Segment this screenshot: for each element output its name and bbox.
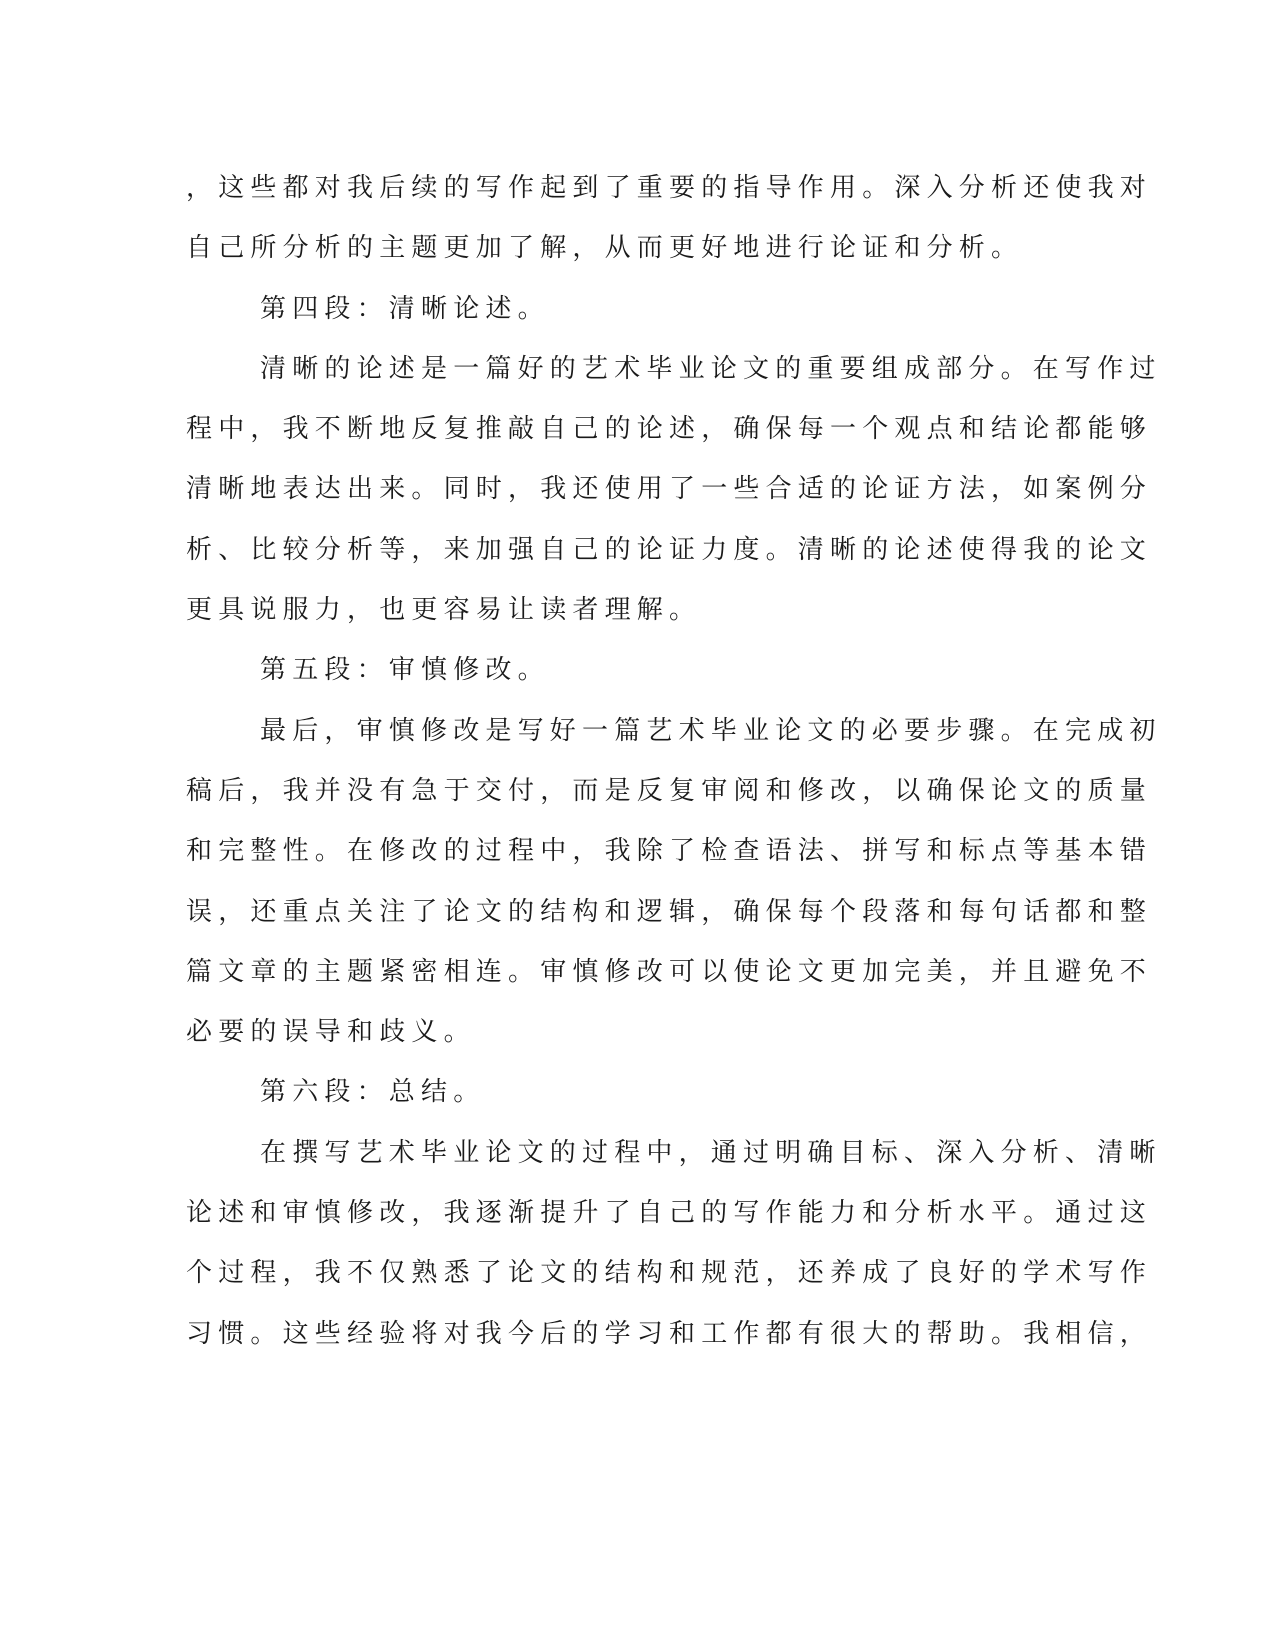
text-line: 在撰写艺术毕业论文的过程中，通过明确目标、深入分析、清晰 bbox=[260, 1137, 1162, 1168]
text-line: 更具说服力，也更容易让读者理解。 bbox=[186, 595, 702, 626]
text-line: 误，还重点关注了论文的结构和逻辑，确保每个段落和每句话都和整 bbox=[186, 896, 1153, 927]
section-heading: 第四段：清晰论述。 bbox=[260, 293, 550, 324]
text-line: 自己所分析的主题更加了解，从而更好地进行论证和分析。 bbox=[186, 233, 1024, 264]
text-line: 析、比较分析等，来加强自己的论证力度。清晰的论述使得我的论文 bbox=[186, 534, 1153, 565]
text-line: 必要的误导和歧义。 bbox=[186, 1017, 476, 1048]
section-heading: 第六段：总结。 bbox=[260, 1077, 486, 1108]
text-line: 清晰的论述是一篇好的艺术毕业论文的重要组成部分。在写作过 bbox=[260, 353, 1162, 384]
text-line: 论述和审慎修改，我逐渐提升了自己的写作能力和分析水平。通过这 bbox=[186, 1198, 1153, 1229]
text-line: 最后，审慎修改是写好一篇艺术毕业论文的必要步骤。在完成初 bbox=[260, 715, 1162, 746]
section-heading: 第五段：审慎修改。 bbox=[260, 655, 550, 686]
text-line: 个过程，我不仅熟悉了论文的结构和规范，还养成了良好的学术写作 bbox=[186, 1258, 1153, 1289]
text-line: 清晰地表达出来。同时，我还使用了一些合适的论证方法，如案例分 bbox=[186, 474, 1153, 505]
text-line: 程中，我不断地反复推敲自己的论述，确保每一个观点和结论都能够 bbox=[186, 414, 1153, 445]
document-body bbox=[186, 158, 1162, 1364]
text-line: 稿后，我并没有急于交付，而是反复审阅和修改，以确保论文的质量 bbox=[186, 775, 1153, 806]
text-line: 篇文章的主题紧密相连。审慎修改可以使论文更加完美，并且避免不 bbox=[186, 956, 1153, 987]
text-line: 和完整性。在修改的过程中，我除了检查语法、拼写和标点等基本错 bbox=[186, 836, 1153, 867]
text-line: 习惯。这些经验将对我今后的学习和工作都有很大的帮助。我相信， bbox=[186, 1318, 1153, 1349]
text-line: ，这些都对我后续的写作起到了重要的指导作用。深入分析还使我对 bbox=[186, 173, 1153, 203]
